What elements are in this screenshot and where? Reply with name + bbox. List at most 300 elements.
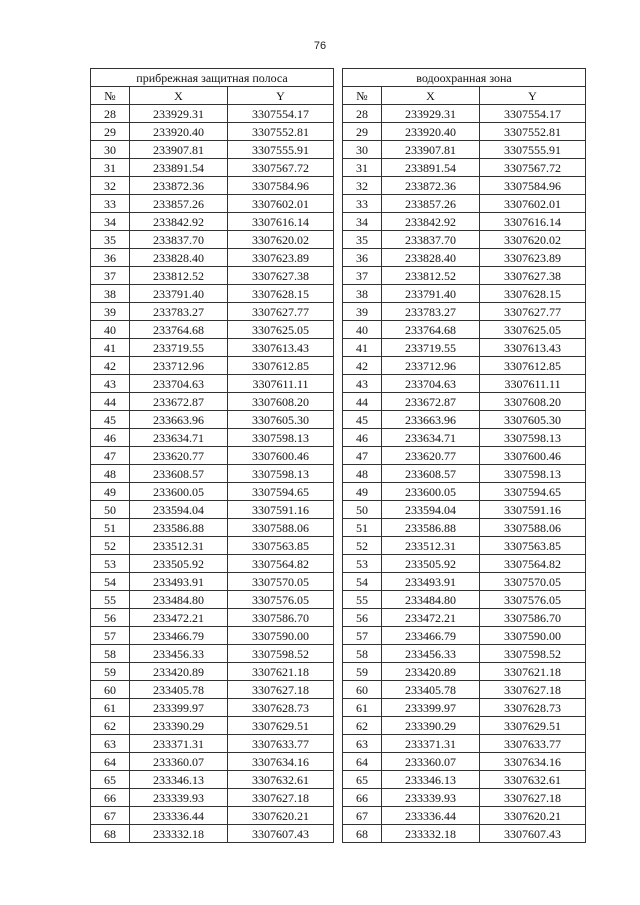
cell-number: 56 (91, 609, 130, 627)
cell-x: 233872.36 (382, 177, 480, 195)
table-row (91, 537, 334, 555)
cell-number: 34 (343, 213, 382, 231)
cell-x: 233336.44 (382, 807, 480, 825)
cell-x: 233399.97 (382, 699, 480, 717)
table-row (91, 159, 334, 177)
cell-number: 54 (343, 573, 382, 591)
cell-x: 233791.40 (382, 285, 480, 303)
cell-y: 3307612.85 (480, 357, 586, 375)
cell-y: 3307570.05 (480, 573, 586, 591)
cell-x: 233608.57 (382, 465, 480, 483)
cell-x: 233719.55 (130, 339, 228, 357)
table-row (91, 627, 334, 645)
table-row (343, 753, 586, 771)
cell-x: 233907.81 (382, 141, 480, 159)
cell-number: 36 (91, 249, 130, 267)
cell-number: 68 (91, 825, 130, 843)
table-row (91, 645, 334, 663)
cell-x: 233390.29 (130, 717, 228, 735)
cell-x: 233371.31 (130, 735, 228, 753)
cell-number: 43 (343, 375, 382, 393)
cell-number: 56 (343, 609, 382, 627)
cell-y: 3307629.51 (480, 717, 586, 735)
cell-number: 44 (91, 393, 130, 411)
cell-y: 3307612.85 (228, 357, 334, 375)
cell-x: 233891.54 (382, 159, 480, 177)
cell-number: 67 (343, 807, 382, 825)
coordinate-tables (90, 68, 585, 841)
cell-number: 38 (91, 285, 130, 303)
cell-x: 233712.96 (130, 357, 228, 375)
table-row (343, 573, 586, 591)
cell-x: 233594.04 (130, 501, 228, 519)
table-row (343, 429, 586, 447)
cell-number: 53 (91, 555, 130, 573)
table-row (343, 807, 586, 825)
cell-x: 233336.44 (130, 807, 228, 825)
table-row (91, 483, 334, 501)
cell-x: 233493.91 (130, 573, 228, 591)
cell-x: 233420.89 (382, 663, 480, 681)
table-row (343, 663, 586, 681)
cell-number: 30 (91, 141, 130, 159)
coastal-protection-strip-table (90, 68, 334, 843)
cell-y: 3307623.89 (228, 249, 334, 267)
table-row (91, 717, 334, 735)
cell-y: 3307586.70 (228, 609, 334, 627)
cell-x: 233586.88 (130, 519, 228, 537)
cell-y: 3307588.06 (480, 519, 586, 537)
cell-y: 3307563.85 (480, 537, 586, 555)
table-row (91, 141, 334, 159)
cell-x: 233764.68 (382, 321, 480, 339)
cell-y: 3307620.21 (228, 807, 334, 825)
cell-number: 42 (91, 357, 130, 375)
cell-number: 64 (91, 753, 130, 771)
cell-number: 59 (91, 663, 130, 681)
cell-number: 45 (343, 411, 382, 429)
cell-number: 40 (343, 321, 382, 339)
table-row (91, 519, 334, 537)
table-row (343, 609, 586, 627)
cell-x: 233634.71 (130, 429, 228, 447)
table-row (343, 393, 586, 411)
table-row (343, 447, 586, 465)
cell-x: 233857.26 (382, 195, 480, 213)
cell-number: 49 (343, 483, 382, 501)
cell-number: 52 (343, 537, 382, 555)
table-row (91, 573, 334, 591)
water-protection-zone-table (342, 68, 586, 843)
cell-y: 3307576.05 (228, 591, 334, 609)
cell-y: 3307586.70 (480, 609, 586, 627)
table-row (343, 825, 586, 843)
cell-x: 233672.87 (382, 393, 480, 411)
table-row (343, 213, 586, 231)
cell-number: 59 (343, 663, 382, 681)
table-row (91, 231, 334, 249)
cell-x: 233399.97 (130, 699, 228, 717)
cell-number: 30 (343, 141, 382, 159)
cell-number: 38 (343, 285, 382, 303)
cell-x: 233405.78 (130, 681, 228, 699)
cell-y: 3307607.43 (228, 825, 334, 843)
table-row (343, 483, 586, 501)
cell-y: 3307564.82 (228, 555, 334, 573)
table-row (343, 159, 586, 177)
table-row (91, 303, 334, 321)
cell-number: 39 (343, 303, 382, 321)
table-row (91, 753, 334, 771)
cell-x: 233405.78 (382, 681, 480, 699)
cell-number: 54 (91, 573, 130, 591)
cell-x: 233791.40 (130, 285, 228, 303)
column-header-y: Y (228, 87, 334, 105)
table-row (91, 357, 334, 375)
cell-y: 3307600.46 (228, 447, 334, 465)
cell-x: 233872.36 (130, 177, 228, 195)
cell-x: 233712.96 (382, 357, 480, 375)
cell-y: 3307607.43 (480, 825, 586, 843)
table-row (91, 285, 334, 303)
cell-x: 233812.52 (130, 267, 228, 285)
cell-y: 3307623.89 (480, 249, 586, 267)
table-row (343, 717, 586, 735)
table-row (91, 339, 334, 357)
cell-x: 233466.79 (130, 627, 228, 645)
cell-y: 3307628.15 (480, 285, 586, 303)
cell-x: 233672.87 (130, 393, 228, 411)
cell-y: 3307576.05 (480, 591, 586, 609)
cell-number: 51 (91, 519, 130, 537)
cell-y: 3307590.00 (228, 627, 334, 645)
cell-y: 3307584.96 (480, 177, 586, 195)
cell-number: 36 (343, 249, 382, 267)
cell-y: 3307616.14 (228, 213, 334, 231)
table-row (343, 195, 586, 213)
cell-x: 233472.21 (130, 609, 228, 627)
cell-x: 233472.21 (382, 609, 480, 627)
cell-x: 233828.40 (130, 249, 228, 267)
cell-number: 44 (343, 393, 382, 411)
cell-x: 233600.05 (382, 483, 480, 501)
cell-x: 233346.13 (382, 771, 480, 789)
table-row (343, 231, 586, 249)
cell-y: 3307629.51 (228, 717, 334, 735)
cell-y: 3307598.13 (228, 429, 334, 447)
cell-x: 233663.96 (382, 411, 480, 429)
cell-number: 42 (343, 357, 382, 375)
table-row (343, 339, 586, 357)
cell-x: 233828.40 (382, 249, 480, 267)
cell-number: 40 (91, 321, 130, 339)
cell-y: 3307598.52 (228, 645, 334, 663)
cell-number: 58 (91, 645, 130, 663)
cell-number: 33 (91, 195, 130, 213)
cell-x: 233390.29 (382, 717, 480, 735)
cell-number: 41 (343, 339, 382, 357)
cell-number: 63 (91, 735, 130, 753)
table-row (91, 447, 334, 465)
cell-x: 233929.31 (382, 105, 480, 123)
cell-x: 233360.07 (382, 753, 480, 771)
cell-y: 3307602.01 (480, 195, 586, 213)
cell-x: 233663.96 (130, 411, 228, 429)
cell-x: 233704.63 (382, 375, 480, 393)
cell-number: 28 (343, 105, 382, 123)
cell-y: 3307555.91 (480, 141, 586, 159)
cell-y: 3307552.81 (480, 123, 586, 141)
cell-number: 49 (91, 483, 130, 501)
table-row (343, 123, 586, 141)
cell-y: 3307567.72 (480, 159, 586, 177)
table-row (91, 771, 334, 789)
cell-y: 3307627.18 (480, 681, 586, 699)
cell-number: 37 (91, 267, 130, 285)
cell-x: 233857.26 (130, 195, 228, 213)
cell-y: 3307554.17 (480, 105, 586, 123)
table-row (343, 285, 586, 303)
cell-y: 3307608.20 (228, 393, 334, 411)
cell-y: 3307552.81 (228, 123, 334, 141)
column-header-number: № (91, 87, 130, 105)
cell-y: 3307634.16 (228, 753, 334, 771)
table-row (343, 321, 586, 339)
cell-number: 29 (91, 123, 130, 141)
cell-x: 233783.27 (382, 303, 480, 321)
cell-number: 62 (91, 717, 130, 735)
column-header-x: X (130, 87, 228, 105)
cell-x: 233586.88 (382, 519, 480, 537)
cell-x: 233600.05 (130, 483, 228, 501)
cell-number: 51 (343, 519, 382, 537)
cell-number: 58 (343, 645, 382, 663)
cell-number: 65 (343, 771, 382, 789)
cell-y: 3307627.38 (228, 267, 334, 285)
table-row (343, 501, 586, 519)
table-row (91, 393, 334, 411)
cell-y: 3307627.38 (480, 267, 586, 285)
cell-x: 233512.31 (130, 537, 228, 555)
table-row (91, 195, 334, 213)
table-row (343, 591, 586, 609)
cell-y: 3307567.72 (228, 159, 334, 177)
column-header-x: X (382, 87, 480, 105)
table-row (91, 213, 334, 231)
cell-number: 57 (343, 627, 382, 645)
table-row (91, 465, 334, 483)
table-row (91, 249, 334, 267)
cell-y: 3307611.11 (228, 375, 334, 393)
table-row (343, 249, 586, 267)
cell-x: 233484.80 (130, 591, 228, 609)
cell-x: 233505.92 (130, 555, 228, 573)
cell-x: 233484.80 (382, 591, 480, 609)
cell-y: 3307633.77 (228, 735, 334, 753)
cell-y: 3307620.02 (480, 231, 586, 249)
table-row (91, 429, 334, 447)
table-row (91, 501, 334, 519)
cell-x: 233812.52 (382, 267, 480, 285)
cell-number: 45 (91, 411, 130, 429)
cell-number: 66 (343, 789, 382, 807)
cell-x: 233466.79 (382, 627, 480, 645)
cell-y: 3307627.77 (228, 303, 334, 321)
cell-number: 55 (343, 591, 382, 609)
cell-number: 28 (91, 105, 130, 123)
cell-x: 233764.68 (130, 321, 228, 339)
cell-number: 62 (343, 717, 382, 735)
table-row (343, 735, 586, 753)
cell-number: 63 (343, 735, 382, 753)
cell-number: 31 (91, 159, 130, 177)
cell-x: 233620.77 (130, 447, 228, 465)
cell-x: 233783.27 (130, 303, 228, 321)
cell-x: 233704.63 (130, 375, 228, 393)
cell-y: 3307598.13 (228, 465, 334, 483)
cell-x: 233371.31 (382, 735, 480, 753)
table-row (343, 645, 586, 663)
cell-x: 233907.81 (130, 141, 228, 159)
table-title: прибрежная защитная полоса (91, 69, 334, 87)
cell-number: 34 (91, 213, 130, 231)
cell-number: 50 (343, 501, 382, 519)
cell-number: 60 (343, 681, 382, 699)
cell-number: 35 (343, 231, 382, 249)
cell-number: 33 (343, 195, 382, 213)
cell-y: 3307605.30 (480, 411, 586, 429)
table-row (91, 681, 334, 699)
cell-number: 64 (343, 753, 382, 771)
cell-x: 233420.89 (130, 663, 228, 681)
cell-x: 233891.54 (130, 159, 228, 177)
cell-number: 31 (343, 159, 382, 177)
table-row (91, 177, 334, 195)
table-row (343, 681, 586, 699)
column-header-number: № (343, 87, 382, 105)
cell-x: 233842.92 (382, 213, 480, 231)
table-row (91, 123, 334, 141)
cell-number: 66 (91, 789, 130, 807)
cell-number: 55 (91, 591, 130, 609)
cell-x: 233493.91 (382, 573, 480, 591)
cell-number: 43 (91, 375, 130, 393)
cell-number: 52 (91, 537, 130, 555)
cell-x: 233339.93 (130, 789, 228, 807)
table-row (343, 465, 586, 483)
cell-number: 53 (343, 555, 382, 573)
cell-y: 3307620.02 (228, 231, 334, 249)
cell-number: 47 (91, 447, 130, 465)
cell-number: 29 (343, 123, 382, 141)
cell-y: 3307605.30 (228, 411, 334, 429)
cell-y: 3307600.46 (480, 447, 586, 465)
table-row (91, 555, 334, 573)
cell-x: 233719.55 (382, 339, 480, 357)
cell-x: 233837.70 (130, 231, 228, 249)
table-row (343, 789, 586, 807)
cell-number: 60 (91, 681, 130, 699)
cell-y: 3307590.00 (480, 627, 586, 645)
cell-y: 3307591.16 (480, 501, 586, 519)
cell-y: 3307594.65 (228, 483, 334, 501)
table-row (343, 303, 586, 321)
cell-number: 32 (343, 177, 382, 195)
table-row (91, 699, 334, 717)
cell-y: 3307632.61 (480, 771, 586, 789)
table-title: водоохранная зона (343, 69, 586, 87)
cell-y: 3307598.13 (480, 429, 586, 447)
cell-y: 3307634.16 (480, 753, 586, 771)
cell-y: 3307563.85 (228, 537, 334, 555)
cell-y: 3307627.18 (480, 789, 586, 807)
table-row (343, 105, 586, 123)
cell-x: 233929.31 (130, 105, 228, 123)
cell-y: 3307611.11 (480, 375, 586, 393)
cell-x: 233920.40 (382, 123, 480, 141)
cell-number: 67 (91, 807, 130, 825)
table-row (343, 771, 586, 789)
table-row (91, 321, 334, 339)
cell-number: 47 (343, 447, 382, 465)
cell-y: 3307627.77 (480, 303, 586, 321)
cell-x: 233332.18 (130, 825, 228, 843)
table-row (91, 375, 334, 393)
cell-number: 48 (343, 465, 382, 483)
table-row (91, 591, 334, 609)
cell-y: 3307625.05 (228, 321, 334, 339)
cell-number: 61 (343, 699, 382, 717)
cell-number: 39 (91, 303, 130, 321)
cell-number: 46 (343, 429, 382, 447)
cell-number: 32 (91, 177, 130, 195)
table-row (343, 177, 586, 195)
cell-y: 3307613.43 (480, 339, 586, 357)
cell-x: 233456.33 (130, 645, 228, 663)
cell-y: 3307628.73 (480, 699, 586, 717)
cell-y: 3307627.18 (228, 789, 334, 807)
table-row (91, 807, 334, 825)
cell-x: 233608.57 (130, 465, 228, 483)
table-body (91, 105, 334, 843)
cell-y: 3307602.01 (228, 195, 334, 213)
cell-y: 3307620.21 (480, 807, 586, 825)
table-row (343, 357, 586, 375)
cell-x: 233837.70 (382, 231, 480, 249)
table-row (343, 555, 586, 573)
table-row (343, 627, 586, 645)
table-body (343, 105, 586, 843)
cell-y: 3307632.61 (228, 771, 334, 789)
cell-x: 233594.04 (382, 501, 480, 519)
table-row (91, 105, 334, 123)
cell-y: 3307564.82 (480, 555, 586, 573)
cell-number: 50 (91, 501, 130, 519)
table-row (91, 825, 334, 843)
table-row (91, 609, 334, 627)
cell-y: 3307613.43 (228, 339, 334, 357)
cell-y: 3307633.77 (480, 735, 586, 753)
table-row (343, 519, 586, 537)
cell-x: 233620.77 (382, 447, 480, 465)
table-row (91, 789, 334, 807)
cell-number: 46 (91, 429, 130, 447)
cell-x: 233634.71 (382, 429, 480, 447)
cell-x: 233505.92 (382, 555, 480, 573)
cell-y: 3307555.91 (228, 141, 334, 159)
cell-number: 35 (91, 231, 130, 249)
cell-y: 3307628.15 (228, 285, 334, 303)
